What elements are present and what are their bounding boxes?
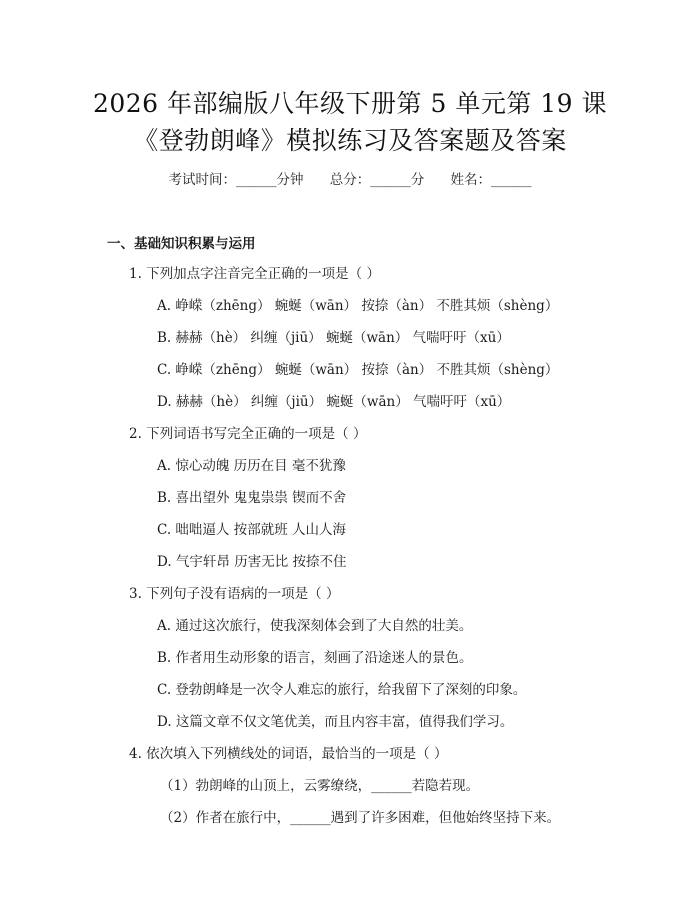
question-3-stem: 3. 下列句子没有语病的一项是（ ） [129, 586, 340, 602]
question-2-option-d: D. 气宇轩昂 历害无比 按捺不住 [157, 554, 347, 570]
document-title-line-2: 《登勃朗峰》模拟练习及答案题及答案 [133, 126, 567, 155]
question-2-option-a: A. 惊心动魄 历历在目 毫不犹豫 [157, 458, 346, 474]
section-heading: 一、基础知识积累与运用 [107, 236, 256, 252]
question-1-option-d: D. 赫赫（hè） 纠缠（jiū） 蜿蜒（wān） 气喘吁吁（xū） [157, 394, 511, 410]
exam-time-field: 考试时间：______分钟 [168, 172, 304, 188]
question-3-option-d: D. 这篇文章不仅文笔优美，而且内容丰富，值得我们学习。 [157, 714, 514, 730]
question-3-option-c: C. 登勃朗峰是一次令人难忘的旅行，给我留下了深刻的印象。 [157, 682, 527, 698]
question-1-option-c: C. 峥嵘（zhēng） 蜿蜒（wān） 按捺（àn） 不胜其烦（shèng） [157, 362, 559, 378]
question-4-sub-2: （2）作者在旅行中，______遇到了许多困难，但他始终坚持下来。 [160, 810, 561, 826]
question-1-option-b: B. 赫赫（hè） 纠缠（jiū） 蜿蜒（wān） 气喘吁吁（xū） [157, 330, 510, 346]
total-score-field: 总分：______分 [329, 172, 425, 188]
question-3-option-b: B. 作者用生动形象的语言，刻画了沿途迷人的景色。 [157, 650, 473, 666]
question-2-option-c: C. 咄咄逼人 按部就班 人山人海 [157, 522, 347, 538]
question-2-option-b: B. 喜出望外 鬼鬼祟祟 锲而不舍 [157, 490, 347, 506]
document-title-line-1: 2026 年部编版八年级下册第 5 单元第 19 课 [92, 89, 608, 118]
question-2-stem: 2. 下列词语书写完全正确的一项是（ ） [129, 426, 367, 442]
question-1-option-a: A. 峥嵘（zhēng） 蜿蜒（wān） 按捺（àn） 不胜其烦（shèng） [157, 298, 559, 314]
question-4-stem: 4. 依次填入下列横线处的词语，最恰当的一项是（ ） [129, 746, 448, 762]
question-4-sub-1: （1）勃朗峰的山顶上，云雾缭绕，______若隐若现。 [160, 778, 480, 794]
question-3-option-a: A. 通过这次旅行，使我深刻体会到了大自然的壮美。 [157, 618, 473, 634]
question-1-stem: 1. 下列加点字注音完全正确的一项是（ ） [129, 266, 380, 282]
exam-info [0, 168, 700, 188]
student-name-field: 姓名：______ [450, 172, 532, 188]
